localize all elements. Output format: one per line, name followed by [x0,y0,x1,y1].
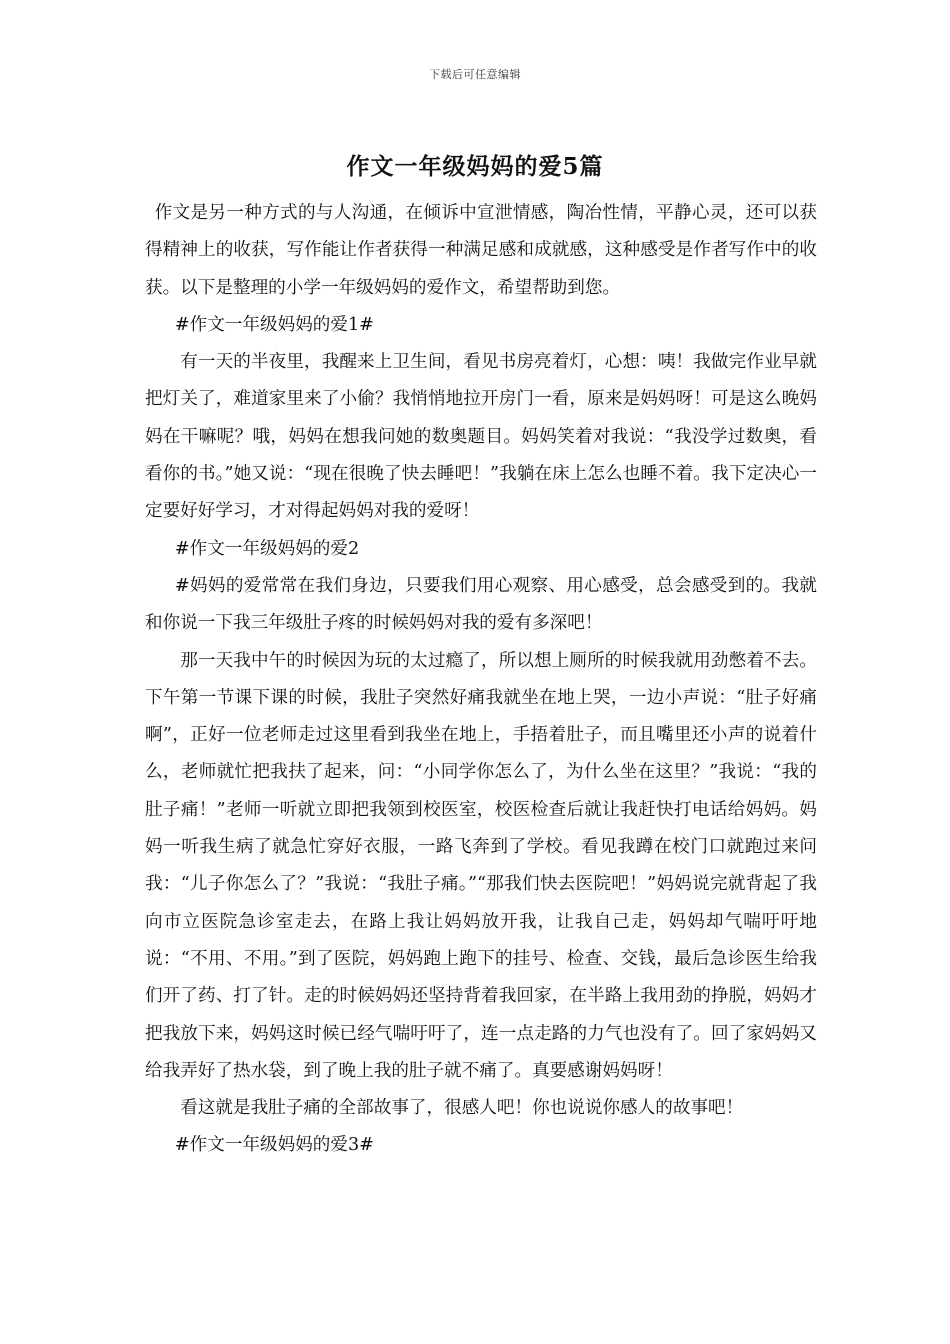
intro-paragraph: 作文是另一种方式的与人沟通，在倾诉中宣泄情感，陶冶性情，平静心灵，还可以获得精神上的收获，写作能让作者获得一种满足感和成就感，这种感受是作者写作中的收获。以下是整理的小学一年级妈妈的爱作文，希望帮助到您。 [145,203,817,298]
essay-2-story-paragraph: 那一天我中午的时候因为玩的太过瘾了，所以想上厕所的时候我就用劲憋着不去。下午第一节课下课的时候，我肚子突然好痛我就坐在地上哭，一边小声说：“肚子好痛啊”，正好一位老师走过这里看到我坐在地上，手捂着肚子，而且嘴里还小声的说着什么，老师就忙把我扶了起来，问：“小同学你怎么了，为什么坐在这里？”我说：“我的肚子痛！”老师一听就立即把我领到校医室，校医检查后就让我赶快打电话给妈妈。妈妈一听我生病了就急忙穿好衣服，一路飞奔到了学校。看见我蹲在校门口就跑过来问我：“儿子你怎么了？”我说：“我肚子痛。”“那我们快去医院吧！”妈妈说完就背起了我向市立医院急诊室走去，在路上我让妈妈放开我，让我自己走，妈妈却气喘吁吁地说：“不用、不用。”到了医院，妈妈跑上跑下的挂号、检查、交钱，最后急诊医生给我们开了药、打了针。走的时候妈妈还坚持背着我回家，在半路上我用劲的挣脱，妈妈才把我放下来，妈妈这时候已经气喘吁吁了，连一点走路的力气也没有了。回了家妈妈又给我弄好了热水袋，到了晚上我的肚子就不痛了。真要感谢妈妈呀！ [145,650,817,1081]
section-heading-2: #作文一年级妈妈的爱2 [174,538,360,559]
section-heading-3: #作文一年级妈妈的爱3# [174,1135,374,1156]
essay-1-paragraph: 有一天的半夜里，我醒来上卫生间，看见书房亮着灯，心想：咦！我做完作业早就把灯关了，难道家里来了小偷？我悄悄地拉开房门一看，原来是妈妈呀！可是这么晚妈妈在干嘛呢？哦，妈妈在想我问她的数奥题目。妈妈笑着对我说：“我没学过数奥，看看你的书。”她又说：“现在很晚了快去睡吧！”我躺在床上怎么也睡不着。我下定决心一定要好好学习，才对得起妈妈对我的爱呀！ [145,352,817,522]
essay-2-closing-paragraph: 看这就是我肚子痛的全部故事了，很感人吧！你也说说你感人的故事吧！ [180,1098,744,1119]
document-body [145,195,817,1165]
document-title: 作文一年级妈妈的爱5篇 [346,153,604,180]
section-heading-1: #作文一年级妈妈的爱1# [174,314,374,335]
essay-2-intro-paragraph: #妈妈的爱常常在我们身边，只要我们用心观察、用心感受，总会感受到的。我就和你说一下我三年级肚子疼的时候妈妈对我的爱有多深吧！ [145,575,817,634]
header-note: 下载后可任意编辑 [429,68,521,81]
